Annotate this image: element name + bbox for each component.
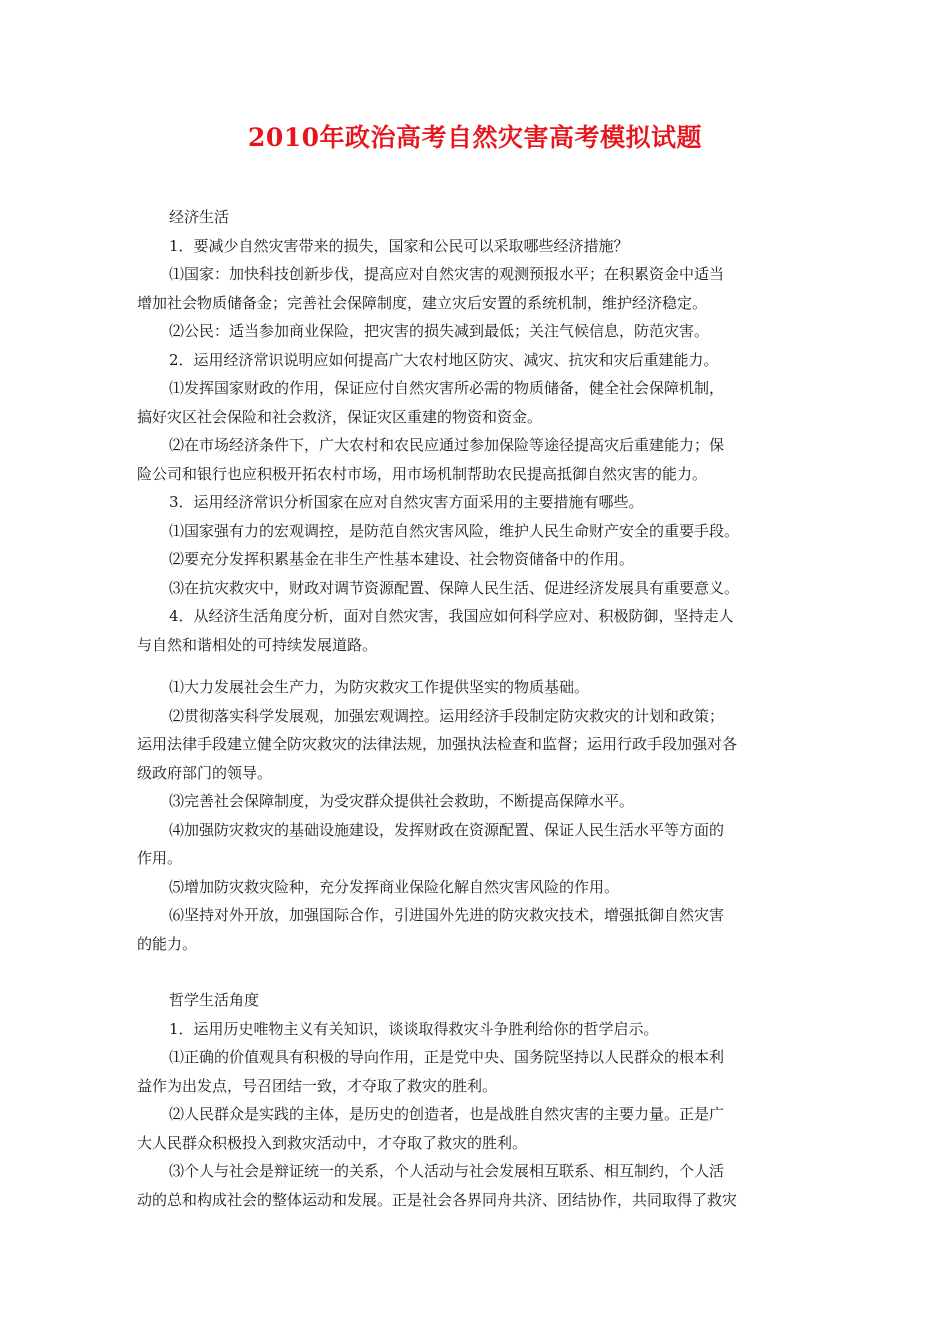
philosophy-answer-2-line-2: 大人民群众积极投入到救灾活动中，才夺取了救灾的胜利。 xyxy=(137,1133,528,1152)
answer-4-5: ⑸增加防灾救灾险种，充分发挥商业保险化解自然灾害风险的作用。 xyxy=(169,877,620,896)
answer-2-2-line-1: ⑵在市场经济条件下，广大农村和农民应通过参加保险等途径提高灾后重建能力；保 xyxy=(169,436,725,454)
answer-1-2: ⑵公民：适当参加商业保险，把灾害的损失减到最低；关注气候信息，防范灾害。 xyxy=(169,322,710,340)
philosophy-answer-3-line-1: ⑶个人与社会是辩证统一的关系，个人活动与社会发展相互联系、相互制约，个人活 xyxy=(169,1162,725,1180)
spacer xyxy=(137,659,813,673)
section-heading-economy: 经济生活 xyxy=(169,208,230,226)
question-4-line-2: 与自然和谐相处的可持续发展道路。 xyxy=(137,635,378,654)
answer-2-2-line-2: 险公司和银行也应积极开拓农村市场，用市场机制帮助农民提高抵御自然灾害的能力。 xyxy=(137,464,708,483)
philosophy-answer-1-line-2: 益作为出发点，号召团结一致，才夺取了救灾的胜利。 xyxy=(137,1076,498,1095)
answer-4-3: ⑶完善社会保障制度，为受灾群众提供社会救助，不断提高保障水平。 xyxy=(169,792,635,810)
answer-4-2-line-3: 级政府部门的领导。 xyxy=(137,763,273,782)
answer-4-4-line-2: 作用。 xyxy=(137,849,183,867)
answer-3-2: ⑵要充分发挥积累基金在非生产性基本建设、社会物资储备中的作用。 xyxy=(169,550,635,568)
answer-2-1-line-2: 搞好灾区社会保险和社会救济，保证灾区重建的物资和资金。 xyxy=(137,407,543,426)
question-1: 1．要减少自然灾害带来的损失，国家和公民可以采取哪些经济措施？ xyxy=(169,236,629,255)
philosophy-question-1: 1．运用历史唯物主义有关知识，谈谈取得救灾斗争胜利给你的哲学启示。 xyxy=(169,1019,659,1038)
answer-1-1-line-1: ⑴国家：加快科技创新步伐，提高应对自然灾害的观测预报水平；在积累资金中适当 xyxy=(169,265,725,283)
answer-4-1: ⑴大力发展社会生产力，为防灾救灾工作提供坚实的物质基础。 xyxy=(169,678,590,696)
answer-4-2-line-1: ⑵贯彻落实科学发展观，加强宏观调控。运用经济手段制定防灾救灾的计划和政策； xyxy=(169,706,725,725)
answer-3-1: ⑴国家强有力的宏观调控，是防范自然灾害风险，维护人民生命财产安全的重要手段。 xyxy=(169,521,740,540)
answer-4-6-line-2: 的能力。 xyxy=(137,934,198,953)
philosophy-answer-1-line-1: ⑴正确的价值观具有积极的导向作用，正是党中央、国务院坚持以人民群众的根本利 xyxy=(169,1048,725,1066)
answer-4-6-line-1: ⑹坚持对外开放，加强国际合作，引进国外先进的防灾救灾技术，增强抵御自然灾害 xyxy=(169,906,725,924)
question-3: 3．运用经济常识分析国家在应对自然灾害方面采用的主要措施有哪些。 xyxy=(169,493,644,511)
spacer xyxy=(137,958,813,986)
philosophy-answer-2-line-1: ⑵人民群众是实践的主体，是历史的创造者，也是战胜自然灾害的主要力量。正是广 xyxy=(169,1105,725,1123)
answer-2-1-line-1: ⑴发挥国家财政的作用，保证应付自然灾害所必需的物质储备，健全社会保障机制， xyxy=(169,379,725,397)
answer-3-3: ⑶在抗灾救灾中，财政对调节资源配置、保障人民生活、促进经济发展具有重要意义。 xyxy=(169,578,740,597)
section-heading-philosophy: 哲学生活角度 xyxy=(169,991,260,1009)
answer-4-2-line-2: 运用法律手段建立健全防灾救灾的法律法规，加强执法检查和监督；运用行政手段加强对各 xyxy=(137,735,738,753)
document-title: 2010年政治高考自然灾害高考模拟试题 xyxy=(247,123,703,152)
answer-4-4-line-1: ⑷加强防灾救灾的基础设施建设，发挥财政在资源配置、保证人民生活水平等方面的 xyxy=(169,820,725,839)
philosophy-answer-3-line-2: 动的总和构成社会的整体运动和发展。正是社会各界同舟共济、团结协作，共同取得了救灾 xyxy=(137,1190,738,1209)
question-2: 2．运用经济常识说明应如何提高广大农村地区防灾、减灾、抗灾和灾后重建能力。 xyxy=(169,350,719,369)
answer-1-1-line-2: 增加社会物质储备金；完善社会保障制度，建立灾后安置的系统机制，维护经济稳定。 xyxy=(137,293,708,312)
question-4-line-1: 4．从经济生活角度分析，面对自然灾害，我国应如何科学应对、积极防御，坚持走人 xyxy=(169,607,734,625)
document-body xyxy=(137,203,813,1214)
